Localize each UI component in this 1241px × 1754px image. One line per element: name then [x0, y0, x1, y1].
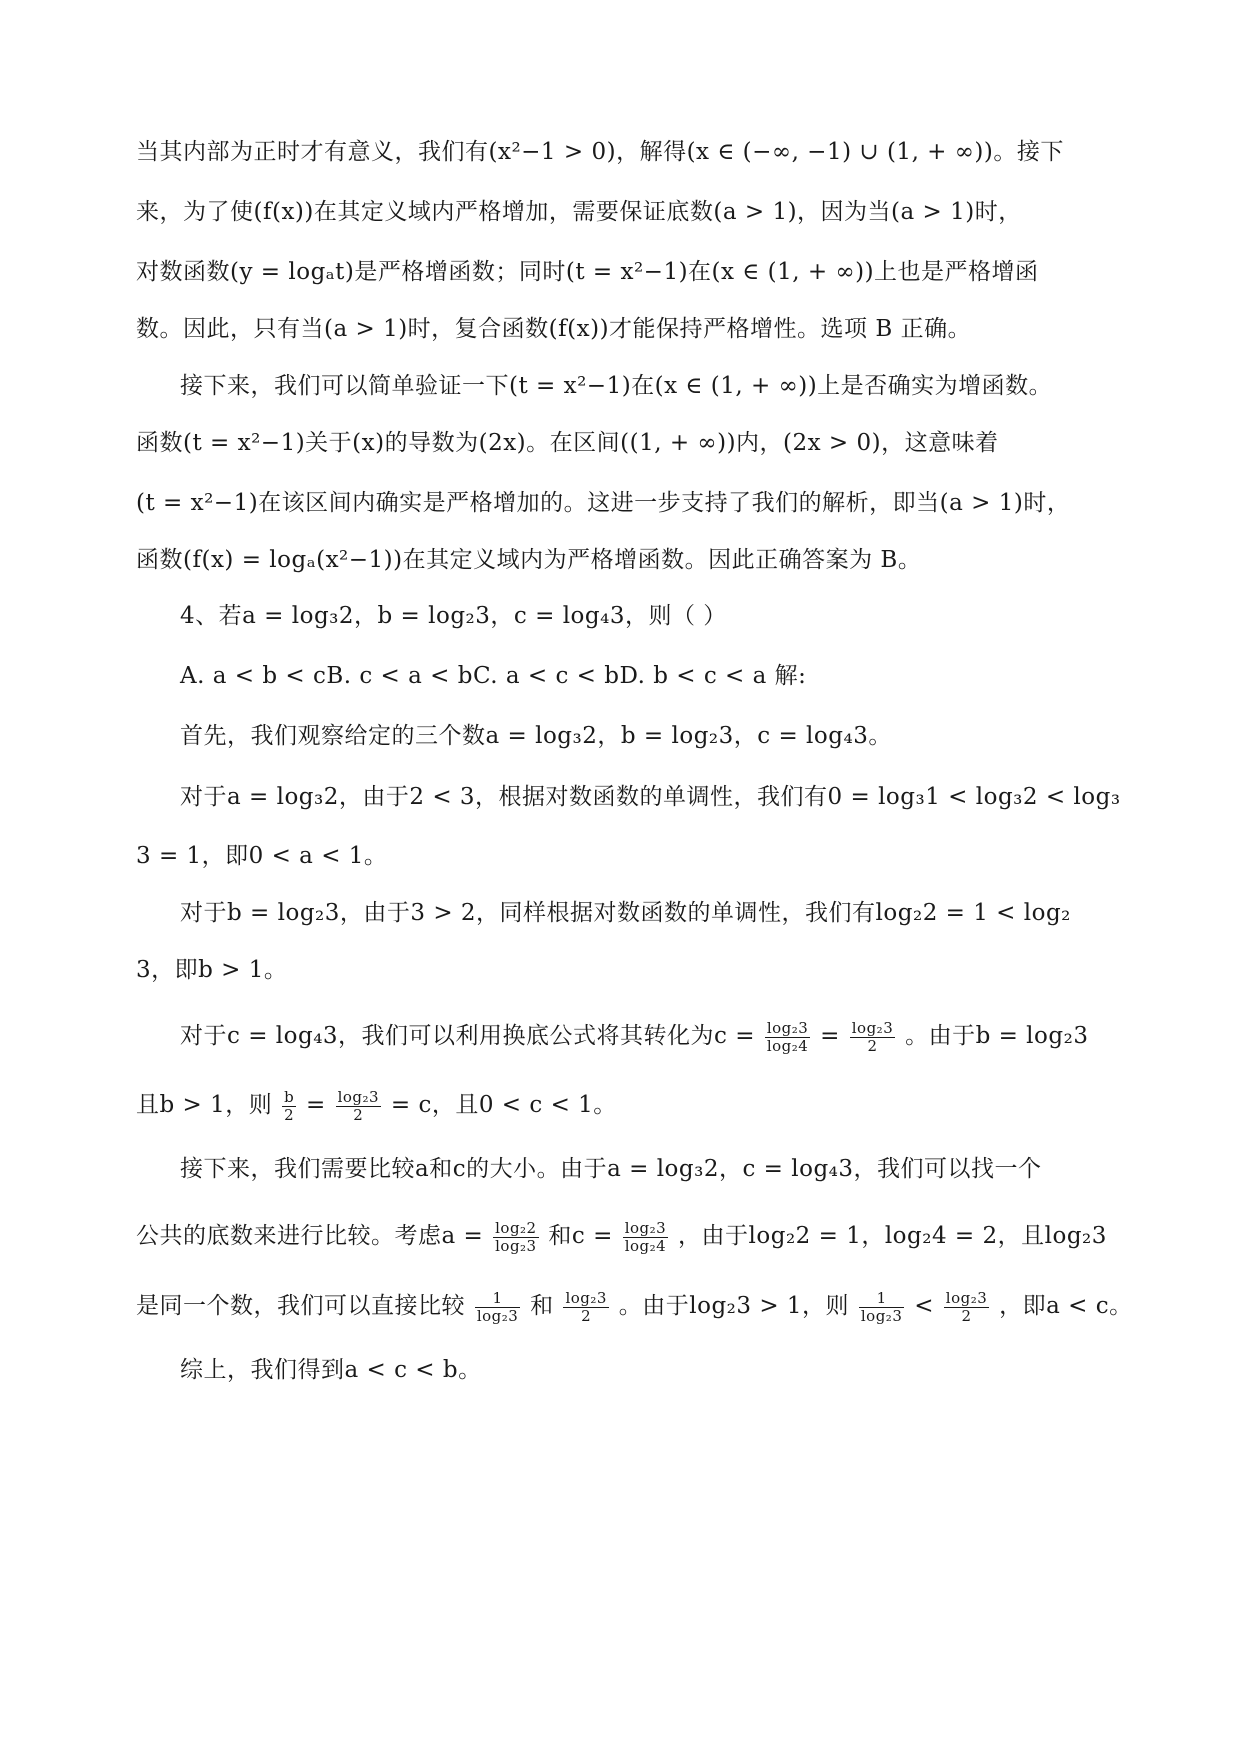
question-options — [0, 646, 1241, 706]
p2-line-3: (t = x²−1)在该区间内确实是严格增加的。这进一步支持了我们的解析，即当(a > 1)时， — [136, 490, 1071, 516]
text-line — [0, 940, 1241, 1000]
fraction — [859, 1290, 905, 1325]
solution-line-3a: 对于b = log₂3，由于3 > 2，同样根据对数函数的单调性，我们有log₂2 = 1 < log₂ — [180, 900, 1071, 926]
text-line — [0, 242, 1241, 302]
numerator: log₂3 — [624, 1218, 667, 1237]
text-fragment: 。由于log₂3 > 1，则 — [618, 1293, 850, 1319]
solution-line-4b — [136, 1075, 617, 1135]
fraction — [623, 1220, 669, 1255]
p1-line-1: 当其内部为正时才有意义，我们有(x²−1 > 0)，解得(x ∈ (−∞, −1) ∪ (1, + ∞))。接下 — [136, 139, 1064, 165]
denominator: log₂3 — [476, 1306, 519, 1325]
denominator: 2 — [581, 1306, 592, 1325]
text-line — [0, 530, 1241, 590]
text-line — [0, 1276, 1241, 1336]
fraction — [850, 1020, 896, 1055]
text-line — [0, 299, 1241, 359]
text-fragment: 和 — [530, 1293, 554, 1319]
denominator: log₂3 — [860, 1306, 903, 1325]
text-fragment: < — [914, 1293, 934, 1319]
text-fragment: 公共的底数来进行比较。考虑a = — [136, 1223, 484, 1249]
numerator: log₂3 — [851, 1018, 894, 1037]
solution-line-2b: 3 = 1，即0 < a < 1。 — [136, 843, 388, 869]
text-fragment: 。由于b = log₂3 — [905, 1023, 1089, 1049]
fraction — [282, 1089, 296, 1124]
text-line — [0, 1075, 1241, 1135]
p2-line-2: 函数(t = x²−1)关于(x)的导数为(2x)。在区间((1, + ∞))内，(2x > 0)，这意味着 — [136, 430, 999, 456]
solution-line-5b — [136, 1206, 1107, 1266]
text-fragment: = — [305, 1092, 326, 1118]
question-heading — [0, 586, 1241, 646]
denominator: 2 — [961, 1306, 972, 1325]
text-line — [0, 767, 1241, 827]
p2-line-4: 函数(f(x) = logₐ(x²−1))在其定义域内为严格增函数。因此正确答案为 B。 — [136, 547, 922, 573]
text-line — [0, 122, 1241, 182]
solution-line-4a — [180, 1006, 1088, 1066]
numerator: log₂3 — [945, 1288, 988, 1307]
solution-line-5a: 接下来，我们需要比较a和c的大小。由于a = log₃2，c = log₄3，我们可以找一个 — [180, 1156, 1042, 1182]
numerator: 1 — [475, 1290, 521, 1308]
fraction — [336, 1089, 382, 1124]
solution-line-1: 首先，我们观察给定的三个数a = log₃2，b = log₂3，c = log₄3。 — [180, 723, 892, 749]
text-line — [0, 356, 1241, 416]
text-line — [0, 1340, 1241, 1400]
text-line — [0, 1139, 1241, 1199]
text-line — [0, 706, 1241, 766]
p2-line-1: 接下来，我们可以简单验证一下(t = x²−1)在(x ∈ (1, + ∞))上是否确实为增函数。 — [180, 373, 1053, 399]
text-fragment: 且b > 1，则 — [136, 1092, 273, 1118]
numerator: log₂3 — [337, 1087, 380, 1106]
fraction — [493, 1220, 539, 1255]
p1-line-3: 对数函数(y = logₐt)是严格增函数；同时(t = x²−1)在(x ∈ (1, + ∞))上也是严格增函 — [136, 259, 1039, 285]
text-line — [0, 473, 1241, 533]
denominator: 2 — [353, 1105, 364, 1124]
text-line — [0, 883, 1241, 943]
solution-line-3b: 3，即b > 1。 — [136, 957, 288, 983]
denominator: log₂4 — [766, 1036, 809, 1055]
fraction — [475, 1290, 521, 1325]
p1-line-4: 数。因此，只有当(a > 1)时，复合函数(f(x))才能保持严格增性。选项 B 正确。 — [136, 316, 972, 342]
fraction — [765, 1020, 811, 1055]
text-line — [0, 1206, 1241, 1266]
text-fragment: = c，且0 < c < 1。 — [390, 1092, 617, 1118]
text-fragment: ，由于log₂2 = 1，log₂4 = 2，且log₂3 — [678, 1223, 1107, 1249]
numerator: log₂2 — [495, 1218, 537, 1237]
text-fragment: 和c = — [548, 1223, 613, 1249]
solution-line-5c — [136, 1276, 1133, 1336]
conclusion: 综上，我们得到a < c < b。 — [180, 1357, 482, 1383]
fraction — [944, 1290, 990, 1325]
text-line — [0, 826, 1241, 886]
numerator: b — [284, 1087, 295, 1106]
solution-line-2a: 对于a = log₃2，由于2 < 3，根据对数函数的单调性，我们有0 = log₃1 < log₃2 < log₃ — [180, 784, 1121, 810]
text-line — [0, 182, 1241, 242]
text-fragment: = — [820, 1023, 840, 1049]
text-fragment: 对于c = log₄3，我们可以利用换底公式将其转化为c = — [180, 1023, 756, 1049]
denominator: log₂3 — [495, 1236, 537, 1255]
fraction — [563, 1290, 609, 1325]
denominator: 2 — [284, 1105, 295, 1124]
numerator: log₂3 — [766, 1018, 809, 1037]
numerator: log₂3 — [565, 1288, 607, 1307]
question-4: 4、若a = log₃2，b = log₂3，c = log₄3，则（ ） — [180, 603, 727, 629]
denominator: log₂4 — [624, 1236, 667, 1255]
text-fragment: 是同一个数，我们可以直接比较 — [136, 1293, 465, 1319]
p1-line-2: 来，为了使(f(x))在其定义域内严格增加，需要保证底数(a > 1)，因为当(a > 1)时， — [136, 199, 1022, 225]
text-line — [0, 413, 1241, 473]
denominator: 2 — [867, 1036, 878, 1055]
text-fragment: ，即a < c。 — [999, 1293, 1133, 1319]
numerator: 1 — [859, 1290, 905, 1308]
answer-options: A. a < b < cB. c < a < bC. a < c < bD. b < c < a 解: — [180, 663, 807, 689]
text-line — [0, 1006, 1241, 1066]
